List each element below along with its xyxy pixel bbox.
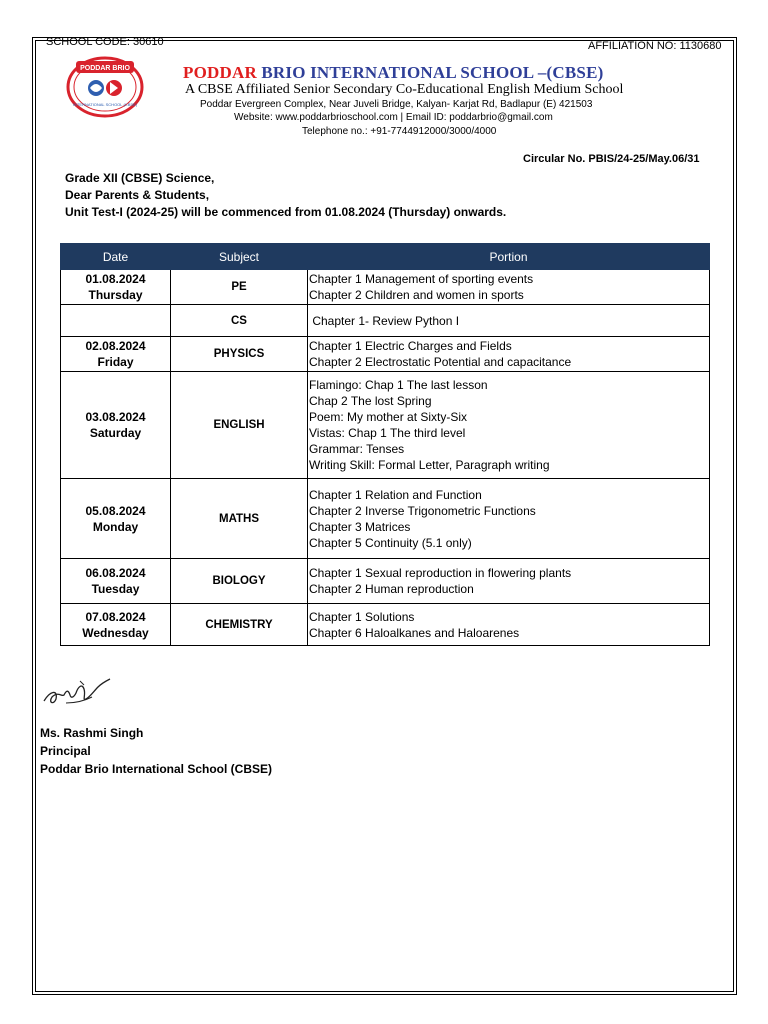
portion-cell <box>308 337 710 372</box>
date-cell <box>61 305 171 337</box>
intro-announcement: Unit Test-I (2024-25) will be commenced from 01.08.2024 (Thursday) onwards. <box>65 205 507 219</box>
date-value: 06.08.2024 <box>85 566 146 580</box>
portion-line: Chapter 2 Human reproduction <box>309 582 474 596</box>
date-cell <box>61 270 171 305</box>
table-row <box>61 479 710 559</box>
school-code: SCHOOL CODE: 30610 <box>46 36 164 48</box>
date-value: 02.08.2024 <box>85 339 146 353</box>
subject-cell: CHEMISTRY <box>171 604 308 646</box>
portion-line: Chapter 1 Relation and Function <box>309 487 482 502</box>
website-email: Website: www.poddarbrioschool.com | Email ID: poddarbrio@gmail.com <box>234 112 553 123</box>
table-row <box>61 270 710 305</box>
table-row <box>61 372 710 479</box>
date-cell <box>61 559 171 604</box>
header-date: Date <box>61 244 171 270</box>
principal-name: Ms. Rashmi Singh <box>40 726 144 740</box>
portion-cell <box>308 270 710 305</box>
date-cell <box>61 604 171 646</box>
portion-line: Chapter 1 Sexual reproduction in flowering plants <box>309 566 572 580</box>
day-value: Tuesday <box>91 582 140 596</box>
school-name-red: PODDAR <box>183 63 257 82</box>
portion-cell <box>308 559 710 604</box>
portion-line: Writing Skill: Formal Letter, Paragraph writing <box>309 458 550 472</box>
subject-cell: MATHS <box>171 479 308 559</box>
header-portion: Portion <box>308 244 710 270</box>
header-subject: Subject <box>171 244 308 270</box>
portion-line: Chapter 1 Electric Charges and Fields <box>309 339 512 353</box>
school-name <box>183 63 603 83</box>
date-cell <box>61 372 171 479</box>
portion-line: Chapter 2 Children and women in sports <box>309 288 524 302</box>
portion-line: Chap 2 The lost Spring <box>309 394 432 408</box>
date-value: 05.08.2024 <box>85 503 146 518</box>
portion-line: Chapter 6 Haloalkanes and Haloarenes <box>309 625 520 640</box>
subject-cell: CS <box>171 305 308 337</box>
school-address: Poddar Evergreen Complex, Near Juveli Bridge, Kalyan- Karjat Rd, Badlapur (E) 421503 <box>200 99 593 110</box>
affiliation-number: AFFILIATION NO: 1130680 <box>588 40 722 52</box>
portion-line: Flamingo: Chap 1 The last lesson <box>309 378 488 392</box>
intro-grade: Grade XII (CBSE) Science, <box>65 171 215 185</box>
intro-block <box>65 170 506 221</box>
day-value: Monday <box>92 519 139 534</box>
subject-cell: ENGLISH <box>171 372 308 479</box>
date-value: 07.08.2024 <box>85 609 146 624</box>
principal-title: Principal <box>40 744 91 758</box>
table-row <box>61 604 710 646</box>
principal-signature <box>40 673 115 713</box>
day-value: Friday <box>97 355 134 369</box>
portion-line: Grammar: Tenses <box>309 442 405 456</box>
portion-line: Poem: My mother at Sixty-Six <box>309 410 468 424</box>
subject-cell: BIOLOGY <box>171 559 308 604</box>
day-value: Thursday <box>88 288 143 302</box>
portion-line: Vistas: Chap 1 The third level <box>309 426 466 440</box>
school-logo <box>66 56 144 118</box>
subject-cell: PHYSICS <box>171 337 308 372</box>
portion-cell <box>308 372 710 479</box>
school-name-blue: BRIO INTERNATIONAL SCHOOL –(CBSE) <box>256 63 604 82</box>
portion-cell <box>308 604 710 646</box>
exam-schedule-table <box>60 243 710 646</box>
portion-line: Chapter 3 Matrices <box>309 519 411 534</box>
logo-top-text: PODDAR BRIO <box>80 65 130 72</box>
table-row <box>61 337 710 372</box>
date-value: 03.08.2024 <box>85 410 146 424</box>
circular-number: Circular No. PBIS/24-25/May.06/31 <box>523 153 700 165</box>
telephone: Telephone no.: +91-7744912000/3000/4000 <box>302 126 497 137</box>
portion-line: Chapter 1 Management of sporting events <box>309 272 534 286</box>
school-subtitle: A CBSE Affiliated Senior Secondary Co-Educational English Medium School <box>185 82 624 97</box>
day-value: Saturday <box>89 426 142 440</box>
subject-cell: PE <box>171 270 308 305</box>
portion-cell <box>308 305 710 337</box>
portion-line: Chapter 1 Solutions <box>309 609 415 624</box>
school-org: Poddar Brio International School (CBSE) <box>40 762 273 776</box>
logo-bottom-text: INTERNATIONAL SCHOOL (CBSE) <box>72 102 138 107</box>
date-cell <box>61 337 171 372</box>
table-row <box>61 559 710 604</box>
portion-line: Chapter 2 Inverse Trigonometric Functions <box>309 503 536 518</box>
date-cell <box>61 479 171 559</box>
signoff-block <box>40 724 272 778</box>
table-row <box>61 305 710 337</box>
intro-greeting: Dear Parents & Students, <box>65 188 210 202</box>
table-header-row <box>61 244 710 270</box>
portion-line: Chapter 5 Continuity (5.1 only) <box>309 535 472 550</box>
portion-line: Chapter 2 Electrostatic Potential and capacitance <box>309 355 572 369</box>
date-value: 01.08.2024 <box>85 272 146 286</box>
portion-line: Chapter 1- Review Python I <box>309 313 460 328</box>
day-value: Wednesday <box>82 625 149 640</box>
portion-cell <box>308 479 710 559</box>
